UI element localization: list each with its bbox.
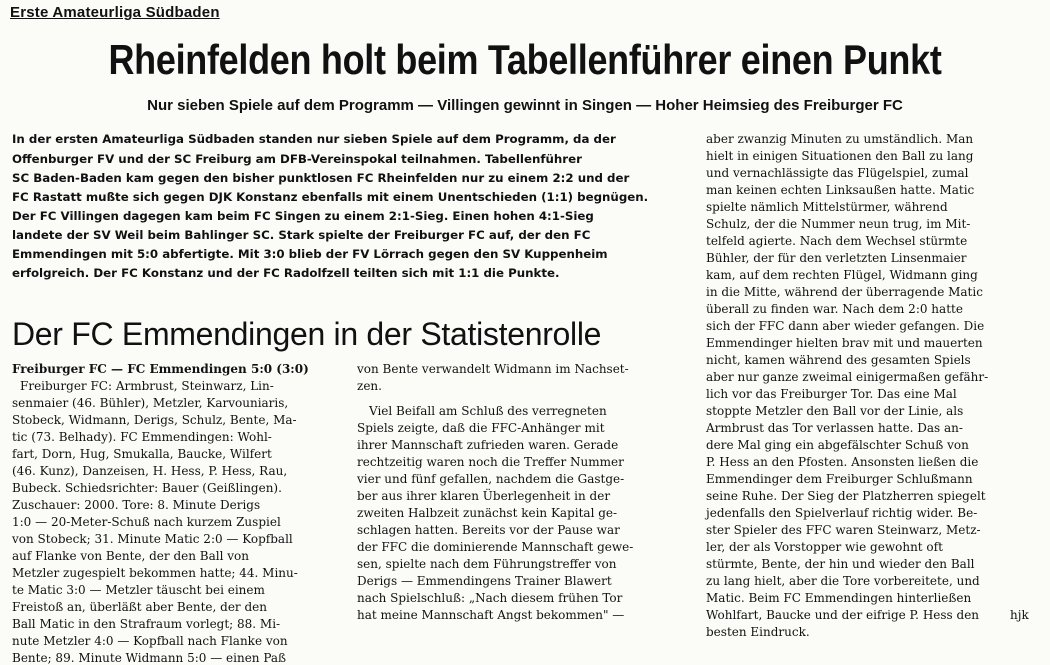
column-line: aber zwanzig Minuten zu umständlich. Man bbox=[706, 132, 974, 146]
column-line: 1:0 — 20-Meter-Schuß nach kurzem Zuspiel bbox=[12, 515, 281, 529]
column-line: Ball Matic in den Strafraum vorlegt; 88. Mi- bbox=[12, 617, 281, 631]
column-line: von Stobeck; 31. Minute Matic 2:0 — Kopfball bbox=[12, 532, 293, 546]
column-line: der FFC die dominierende Mannschaft gewe- bbox=[357, 540, 634, 554]
column-line: und vernachlässigte das Flügelspiel, zumal bbox=[706, 166, 969, 180]
column-line: Freistoß an, überläßt aber Bente, der den bbox=[12, 600, 267, 614]
column-line: Wohlfart, Baucke und der eifrige P. Hess den bbox=[706, 608, 980, 622]
column-line: stürmte, Bente, der hin und wieder den Ball bbox=[706, 557, 975, 571]
column-line: kam, auf dem rechten Flügel, Widmann ging bbox=[706, 268, 978, 282]
column-line: Emmendinger hielten brav mit und mauerten bbox=[706, 336, 983, 350]
column-line: Spiels zeigte, daß die FFC-Anhänger mit bbox=[357, 421, 605, 435]
column-line: ler, der als Vorstopper wie gewohnt oft bbox=[706, 540, 943, 554]
column-line: (46. Kunz), Danzeisen, H. Hess, P. Hess, Rau, bbox=[12, 464, 288, 478]
column-line: spielte nämlich Mittelstürmer, während bbox=[706, 200, 948, 214]
column-line: stoppte Metzler den Ball vor der Linie, als bbox=[706, 404, 964, 418]
column-line: Matic. Beim FC Emmendingen hinterließen bbox=[706, 591, 972, 605]
column-line: rechtzeitig waren noch die Treffer Nummer bbox=[357, 455, 624, 469]
column-line: Stobeck, Widmann, Derigs, Schulz, Bente, Ma- bbox=[12, 413, 297, 427]
column-line: telfeld agierte. Nach dem Wechsel stürmte bbox=[706, 234, 968, 248]
column-line: Metzler zugespielt bekommen hatte; 44. Minu- bbox=[12, 566, 298, 580]
column-line: P. Hess an den Pfosten. Ansonsten ließen die bbox=[706, 455, 979, 469]
column-line: seine Ruhe. Der Sieg der Platzherren spiegelt bbox=[706, 489, 986, 503]
column-line: hat meine Mannschaft Angst bekommen" — bbox=[357, 608, 625, 622]
column-line: Bente; 89. Minute Widmann 5:0 — einen Paß bbox=[12, 651, 287, 665]
column-line: Armbrust das Tor verlassen hatte. Das an- bbox=[706, 421, 963, 435]
column-line: vier und fünf gefallen, nachdem die Gastge- bbox=[357, 472, 625, 486]
lead-line: Offenburger FV und der SC Freiburg am DFB-Vereinspokal teilnahmen. Tabellenführer bbox=[12, 152, 582, 166]
column-line: Emmendinger dem Freiburger Schlußmann bbox=[706, 472, 973, 486]
match-result-line: Freiburger FC — FC Emmendingen 5:0 (3:0) bbox=[12, 362, 309, 376]
article-heading: Der FC Emmendingen in der Statistenrolle bbox=[12, 316, 602, 352]
lead-line: erfolgreich. Der FC Konstanz und der FC Radolfzell teilten sich mit 1:1 die Punkte. bbox=[12, 266, 560, 280]
column-line: überall zu finden war. Nach dem 2:0 hatte bbox=[706, 302, 963, 316]
column-line: von Bente verwandelt Widmann im Nachset- bbox=[357, 362, 629, 376]
column-line: sen, spielte nach dem Führungstreffer von bbox=[357, 557, 617, 571]
kicker: Erste Amateurliga Südbaden bbox=[10, 4, 220, 21]
column-line: fart, Dorn, Hug, Smukalla, Baucke, Wilfert bbox=[12, 447, 272, 461]
column-line: Zuschauer: 2000. Tore: 8. Minute Derigs bbox=[12, 498, 261, 512]
column-line: Viel Beifall am Schluß des verregneten bbox=[369, 404, 607, 418]
column-line: jedenfalls den Spielverlauf richtig wider. Be- bbox=[706, 506, 978, 520]
column-line: ster Spieler des FFC waren Steinwarz, Metz- bbox=[706, 523, 981, 537]
column-line: ber aus ihrer klaren Überlegenheit in der bbox=[357, 489, 611, 503]
column-line: Schulz, der die Nummer neun trug, im Mit- bbox=[706, 217, 971, 231]
column-line: schlagen hatten. Bereits vor der Pause war bbox=[357, 523, 620, 537]
lead-line: landete der SV Weil beim Bahlinger SC. Stark spielte der Freiburger FC auf, der den FC bbox=[12, 228, 591, 242]
column-line: man keinen echten Linksaußen hatte. Matic bbox=[706, 183, 975, 197]
column-line: te Matic 3:0 — Metzler täuscht bei einem bbox=[12, 583, 265, 597]
column-line: Bühler, der für den verletzten Linsenmaier bbox=[706, 251, 967, 265]
column-line: Freiburger FC: Armbrust, Steinwarz, Lin- bbox=[20, 379, 274, 393]
column-line: dere Mal ging ein abgefälschter Schuß von bbox=[706, 438, 969, 452]
column-line: tic (73. Belhady). FC Emmendingen: Wohl- bbox=[12, 430, 272, 444]
column-line: ihrer Mannschaft zufrieden waren. Gerade bbox=[357, 438, 619, 452]
column-line: nach Spielschluß: „Nach diesem frühen Tor bbox=[357, 591, 623, 605]
headline: Rheinfelden holt beim Tabellenführer einen Punkt bbox=[108, 36, 942, 84]
column-line: zweiten Halbzeit zunächst kein Kapital ge- bbox=[357, 506, 618, 520]
column-line: Derigs — Emmendingens Trainer Blawert bbox=[357, 574, 612, 588]
column-line: hielt in einigen Situationen den Ball zu lang bbox=[706, 149, 974, 163]
column-line: in die Mitte, während der überragende Matic bbox=[706, 285, 983, 299]
column-line: besten Eindruck. bbox=[706, 625, 810, 639]
lead-line: SC Baden-Baden kam gegen den bisher punktlosen FC Rheinfelden nur zu einem 2:2 und der bbox=[12, 171, 630, 185]
column-line: lich vor das Freiburger Tor. Das eine Mal bbox=[706, 387, 957, 401]
column-line: zu lang hielt, aber die Tore vorbereitete, und bbox=[706, 574, 980, 588]
column-line: zen. bbox=[357, 379, 382, 393]
column-line: Bubeck. Schiedsrichter: Bauer (Geißlingen). bbox=[12, 481, 282, 495]
author-signature: hjk bbox=[1010, 608, 1029, 622]
lead-line: FC Rastatt mußte sich gegen DJK Konstanz ebenfalls mit einem Unentschieden (1:1) begnügen. bbox=[12, 190, 649, 204]
lead-line: Emmendingen mit 5:0 abfertigte. Mit 3:0 blieb der FV Lörrach gegen den SV Kuppenheim bbox=[12, 247, 608, 261]
column-line: aber nur ganze zweimal einigermaßen gefähr- bbox=[706, 370, 989, 384]
column-line: sich der FFC dann aber wieder gefangen. Die bbox=[706, 319, 985, 333]
column-line: auf Flanke von Bente, der den Ball von bbox=[12, 549, 249, 563]
subheadline: Nur sieben Spiele auf dem Programm — Villingen gewinnt in Singen — Hoher Heimsieg des Freiburger FC bbox=[147, 97, 903, 114]
lead-line: Der FC Villingen dagegen kam beim FC Singen zu einem 2:1-Sieg. Einen hohen 4:1-Sieg bbox=[12, 209, 594, 223]
column-line: senmaier (46. Bühler), Metzler, Karvouniaris, bbox=[12, 396, 289, 410]
lead-line: In der ersten Amateurliga Südbaden standen nur sieben Spiele auf dem Programm, da der bbox=[12, 132, 616, 146]
column-line: nicht, kamen während des gesamten Spiels bbox=[706, 353, 971, 367]
column-line: nute Metzler 4:0 — Kopfball nach Flanke von bbox=[12, 634, 288, 648]
